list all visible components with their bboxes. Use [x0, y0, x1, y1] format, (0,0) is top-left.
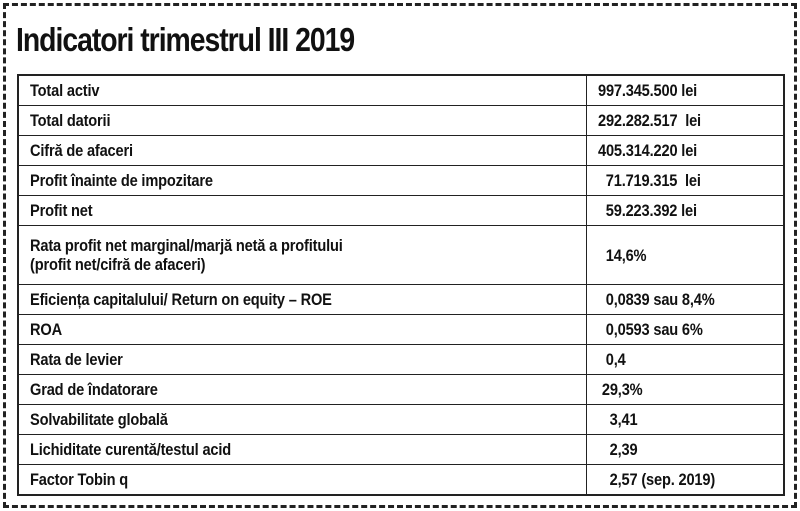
row-label: Total activ — [18, 75, 586, 106]
row-value: 997.345.500 lei — [586, 75, 784, 106]
row-value: 0,4 — [586, 345, 784, 375]
row-label: ROA — [18, 315, 586, 345]
table-row — [18, 166, 784, 196]
table-row — [18, 285, 784, 315]
table-row — [18, 465, 784, 496]
table-row — [18, 106, 784, 136]
row-label: Solvabilitate globală — [18, 405, 586, 435]
row-label: Cifră de afaceri — [18, 136, 586, 166]
row-label: Total datorii — [18, 106, 586, 136]
row-label: Rata profit net marginal/marjă netă a profitului (profit net/cifră de afaceri) — [18, 226, 586, 285]
table-row — [18, 196, 784, 226]
row-value: 292.282.517 lei — [586, 106, 784, 136]
table-row — [18, 435, 784, 465]
indicators-table — [17, 74, 785, 496]
table-row — [18, 136, 784, 166]
row-value: 59.223.392 lei — [586, 196, 784, 226]
row-label: Profit înainte de impozitare — [18, 166, 586, 196]
row-label: Lichiditate curentă/testul acid — [18, 435, 586, 465]
table-row — [18, 405, 784, 435]
row-value: 14,6% — [586, 226, 784, 285]
row-label: Grad de îndatorare — [18, 375, 586, 405]
row-value: 71.719.315 lei — [586, 166, 784, 196]
row-value: 2,57 (sep. 2019) — [586, 465, 784, 496]
table-row — [18, 75, 784, 106]
row-value: 0,0839 sau 8,4% — [586, 285, 784, 315]
row-label: Profit net — [18, 196, 586, 226]
table-row — [18, 375, 784, 405]
row-value: 3,41 — [586, 405, 784, 435]
table-row — [18, 226, 784, 285]
row-value: 29,3% — [586, 375, 784, 405]
table-row — [18, 345, 784, 375]
row-value: 2,39 — [586, 435, 784, 465]
row-value: 0,0593 sau 6% — [586, 315, 784, 345]
table-row — [18, 315, 784, 345]
row-label: Rata de levier — [18, 345, 586, 375]
row-value: 405.314.220 lei — [586, 136, 784, 166]
row-label: Factor Tobin q — [18, 465, 586, 496]
row-label: Eficiența capitalului/ Return on equity – ROE — [18, 285, 586, 315]
page-title: Indicatori trimestrul III 2019 — [16, 21, 355, 58]
